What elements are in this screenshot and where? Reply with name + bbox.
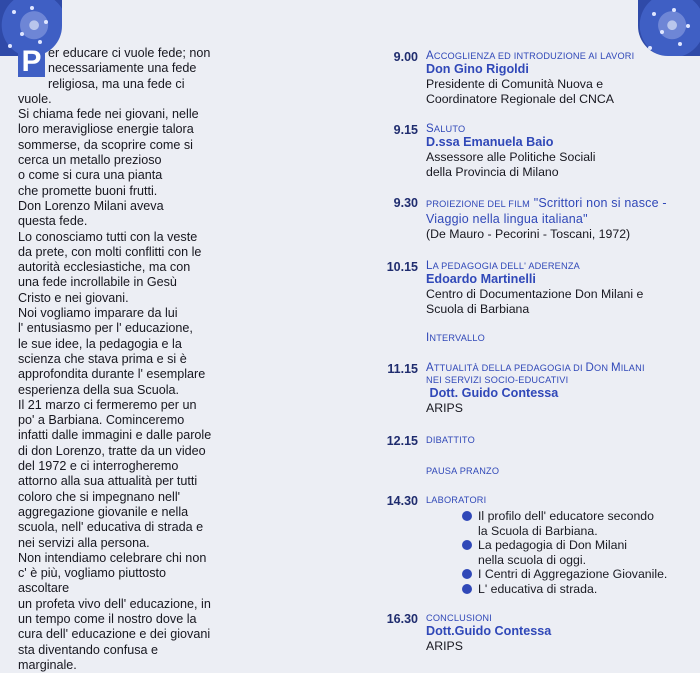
program-description: Presidente di Comunità Nuova e Coordinatore Regionale del CNCA xyxy=(426,77,614,106)
workshop-item: L' educativa di strada. xyxy=(462,582,698,597)
program-title: DIBATTITO xyxy=(426,435,475,445)
bullet-icon xyxy=(462,511,472,521)
program-description: Centro di Documentazione Don Milani e Scuola di Barbiana xyxy=(426,287,644,316)
decorative-flower-graphic xyxy=(638,0,700,56)
workshop-item: I Centri di Aggregazione Giovanile. xyxy=(462,567,698,582)
workshop-item: Il profilo dell' educatore secondo la Scuola di Barbiana. xyxy=(462,509,698,538)
program-speaker: Dott. Guido Contessa xyxy=(426,386,559,400)
program-time: 10.15 xyxy=(386,260,418,274)
program-time: 16.30 xyxy=(386,612,418,626)
program-speaker: Dott.Guido Contessa xyxy=(426,624,552,638)
program-title: LA PEDAGOGIA DELL' ADERENZA xyxy=(426,260,580,272)
workshop-item: La pedagogia di Don Milani nella scuola di oggi. xyxy=(462,538,698,567)
program-speaker: Edoardo Martinelli xyxy=(426,272,536,286)
program-description: ARIPS xyxy=(426,639,463,653)
program-speaker: Don Gino Rigoldi xyxy=(426,62,529,76)
program-description: ARIPS xyxy=(426,401,463,415)
program-speaker: D.ssa Emanuela Baio xyxy=(426,135,554,149)
bullet-icon xyxy=(462,540,472,550)
drop-cap: P xyxy=(18,46,45,77)
program-title: PAUSA PRANZO xyxy=(426,466,500,476)
intro-paragraph: er educare ci vuole fede; non necessariamente una fede religiosa, ma una fede ci vuole. Si chiama fede nei giovani, nelle loro meravigliose energie talora sommerse, da scoprire come si cerca un metallo prezioso o come si cura una pianta che promette buoni frutti. Don Lorenzo Milani aveva questa fede. Lo conosciamo tutti con la veste da prete, con molti conflitti con le autorità ecclesiastiche, ma con una fede incrollabile in Gesù Cristo e nei giovani. Noi vogliamo imparare da lui l' entusiasmo per l' educazione, le sue idee, la pedagogia e la scienza che stava prima e si è approfondita durante l' esemplare esperienza della sua Scuola. Il 21 marzo ci fermeremo per un po' a Barbiana. Cominceremo infatti dalle immagini e dalle parole di don Lorenzo, tratte da un video del 1972 e ci interrogheremo attorno alla sua attualità per tutti coloro che si impegnano nell' aggregazione giovanile e nella scuola, nell' educativa di strada e nei servizi alla persona. Non intendiamo celebrare chi non c' è più, vogliamo piuttosto ascoltare un profeta vivo dell' educazione, in un tempo come il nostro dove la cura dell' educazione e dei giovani sta diventando confusa e marginale. xyxy=(18,46,212,672)
program-time: 9.30 xyxy=(393,196,418,210)
program-title: LABORATORI xyxy=(426,495,487,505)
program-time: 9.00 xyxy=(393,50,418,64)
bullet-icon xyxy=(462,584,472,594)
program-time: 14.30 xyxy=(386,494,418,508)
program-description: Assessore alle Politiche Sociali della Provincia di Milano xyxy=(426,150,596,179)
workshop-list xyxy=(426,509,698,596)
program-time: 9.15 xyxy=(393,123,418,137)
program-description: (De Mauro - Pecorini - Toscani, 1972) xyxy=(426,227,631,241)
program-title: CONCLUSIONI xyxy=(426,613,493,623)
intro-text xyxy=(18,46,218,673)
program-title-line2: NEI SERVIZI SOCIO-EDUCATIVI xyxy=(426,375,569,385)
program-title: ATTUALITÀ DELLA PEDAGOGIA DI DON MILANI xyxy=(426,362,645,374)
program-title: PROIEZIONE DEL FILM "Scrittori non si nasce - Viaggio nella lingua italiana" xyxy=(426,196,667,226)
bullet-icon xyxy=(462,569,472,579)
program-time: 11.15 xyxy=(387,362,418,376)
program-time: 12.15 xyxy=(386,434,418,448)
program-title: INTERVALLO xyxy=(426,332,485,344)
program-title: ACCOGLIENZA ED INTRODUZIONE AI LAVORI xyxy=(426,50,635,62)
program-title: SALUTO xyxy=(426,123,466,135)
